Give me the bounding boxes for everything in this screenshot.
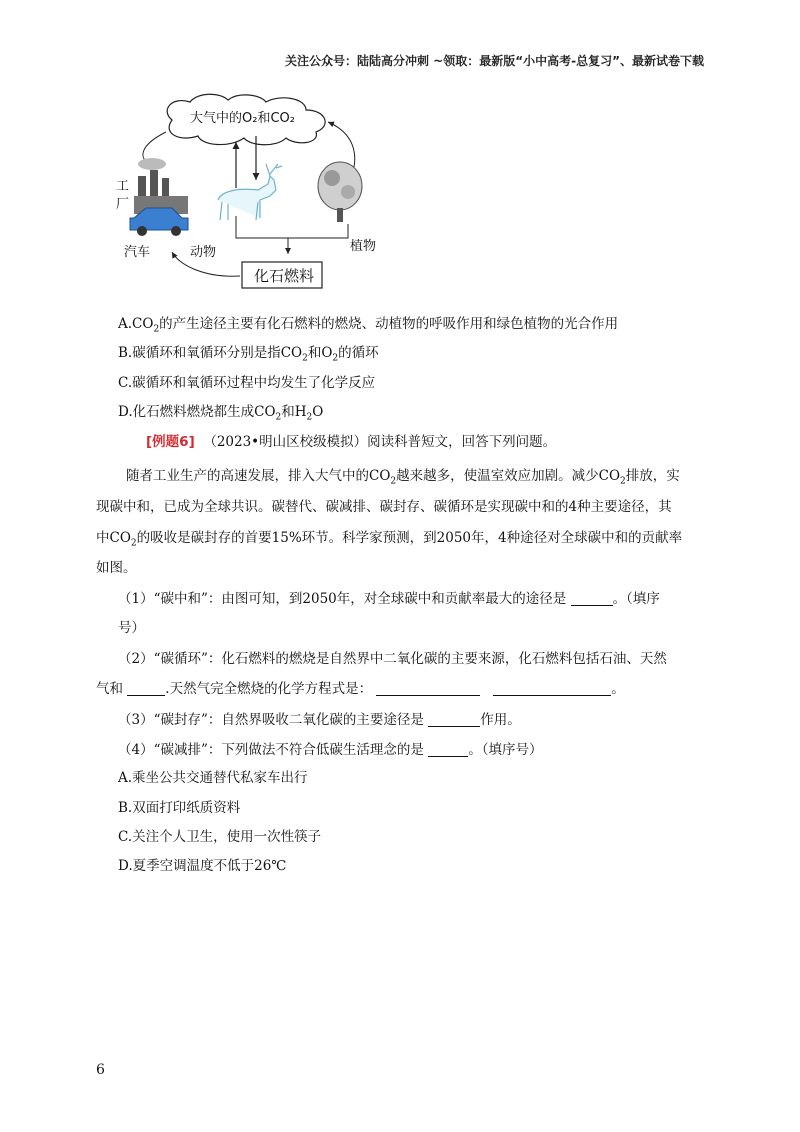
car-label: 汽车 <box>124 245 151 260</box>
factory-label-1: 工 <box>116 179 130 194</box>
factory-label-2: 厂 <box>116 197 130 212</box>
question-1: （1）“碳中和”：由图可知，到2050年，对全球碳中和贡献率最大的途径是 。（填序 <box>118 591 660 607</box>
example-tag: [例题6] <box>146 434 195 450</box>
option2-b: B.双面打印纸质资料 <box>118 800 241 816</box>
answer-blank-6[interactable] <box>428 742 468 757</box>
question-2-cont: 气和 .天然气完全燃烧的化学方程式是： 。 <box>96 681 625 697</box>
passage-line-3: 中$CO_2$的吸收是碳封存的首要15%环节。科学家预测，到2050年，4种途径对全球碳中和的贡献率 <box>96 530 683 549</box>
cloud-label: 大气中的O₂和CO₂ <box>190 111 295 126</box>
carbon-cycle-diagram <box>110 90 390 295</box>
fuel-label: 化石燃料 <box>254 267 315 285</box>
question-4: （4）“碳减排”：下列做法不符合低碳生活理念的是 。（填序号） <box>118 742 543 758</box>
page-header: 关注公众号：陆陆高分冲刺 ~领取：最新版“小中高考-总复习”、最新试卷下载 <box>285 54 704 68</box>
option1-a: $A.CO_2$的产生途径主要有化石燃料的燃烧、动植物的呼吸作用和绿色植物的光合作用 <box>118 316 619 335</box>
animal-label: 动物 <box>190 245 217 260</box>
answer-blank-4[interactable] <box>493 681 611 696</box>
question-1-cont: 号） <box>118 620 145 636</box>
option1-b: B.碳循环和氧循环分别是指$CO_2$和$O_2$的循环 <box>118 345 379 364</box>
option2-a: A.乘坐公共交通替代私家车出行 <box>118 770 308 786</box>
answer-blank-5[interactable] <box>428 712 480 727</box>
example-heading: [例题6] （2023•明山区校级模拟）阅读科普短文，回答下列问题。 <box>146 434 557 450</box>
factory-icon <box>134 158 188 214</box>
answer-blank-2[interactable] <box>127 681 165 696</box>
question-2: （2）“碳循环”：化石燃料的燃烧是自然界中二氧化碳的主要来源，化石燃料包括石油、天然 <box>118 651 667 667</box>
page-number: 6 <box>96 1062 105 1078</box>
option1-c: C.碳循环和氧循环过程中均发生了化学反应 <box>118 375 376 391</box>
answer-blank-3[interactable] <box>376 681 480 696</box>
deer-icon <box>218 164 282 220</box>
passage-line-1: 随者工业生产的高速发展，排入大气中的$CO_2$越来越多，使温室效应加剧。减少$CO_2$排放，实 <box>126 468 680 487</box>
option2-d: D.夏季空调温度不低于26℃ <box>118 858 287 874</box>
question-3: （3）“碳封存”：自然界吸收二氧化碳的主要途径是 作用。 <box>118 712 521 728</box>
tree-icon <box>318 162 362 222</box>
plant-label: 植物 <box>350 239 377 254</box>
option1-d: D.化石燃料燃烧都生成$CO_2$和$H_2O$ <box>118 404 324 423</box>
bracket-to-fuel <box>236 216 348 238</box>
answer-blank-1[interactable] <box>571 591 613 606</box>
option2-c: C.关注个人卫生，使用一次性筷子 <box>118 829 322 845</box>
passage-line-4: 如图。 <box>96 560 137 576</box>
passage-line-2: 现碳中和，已成为全球共识。碳替代、碳减排、碳封存、碳循环是实现碳中和的4种主要途径，其 <box>96 499 672 515</box>
